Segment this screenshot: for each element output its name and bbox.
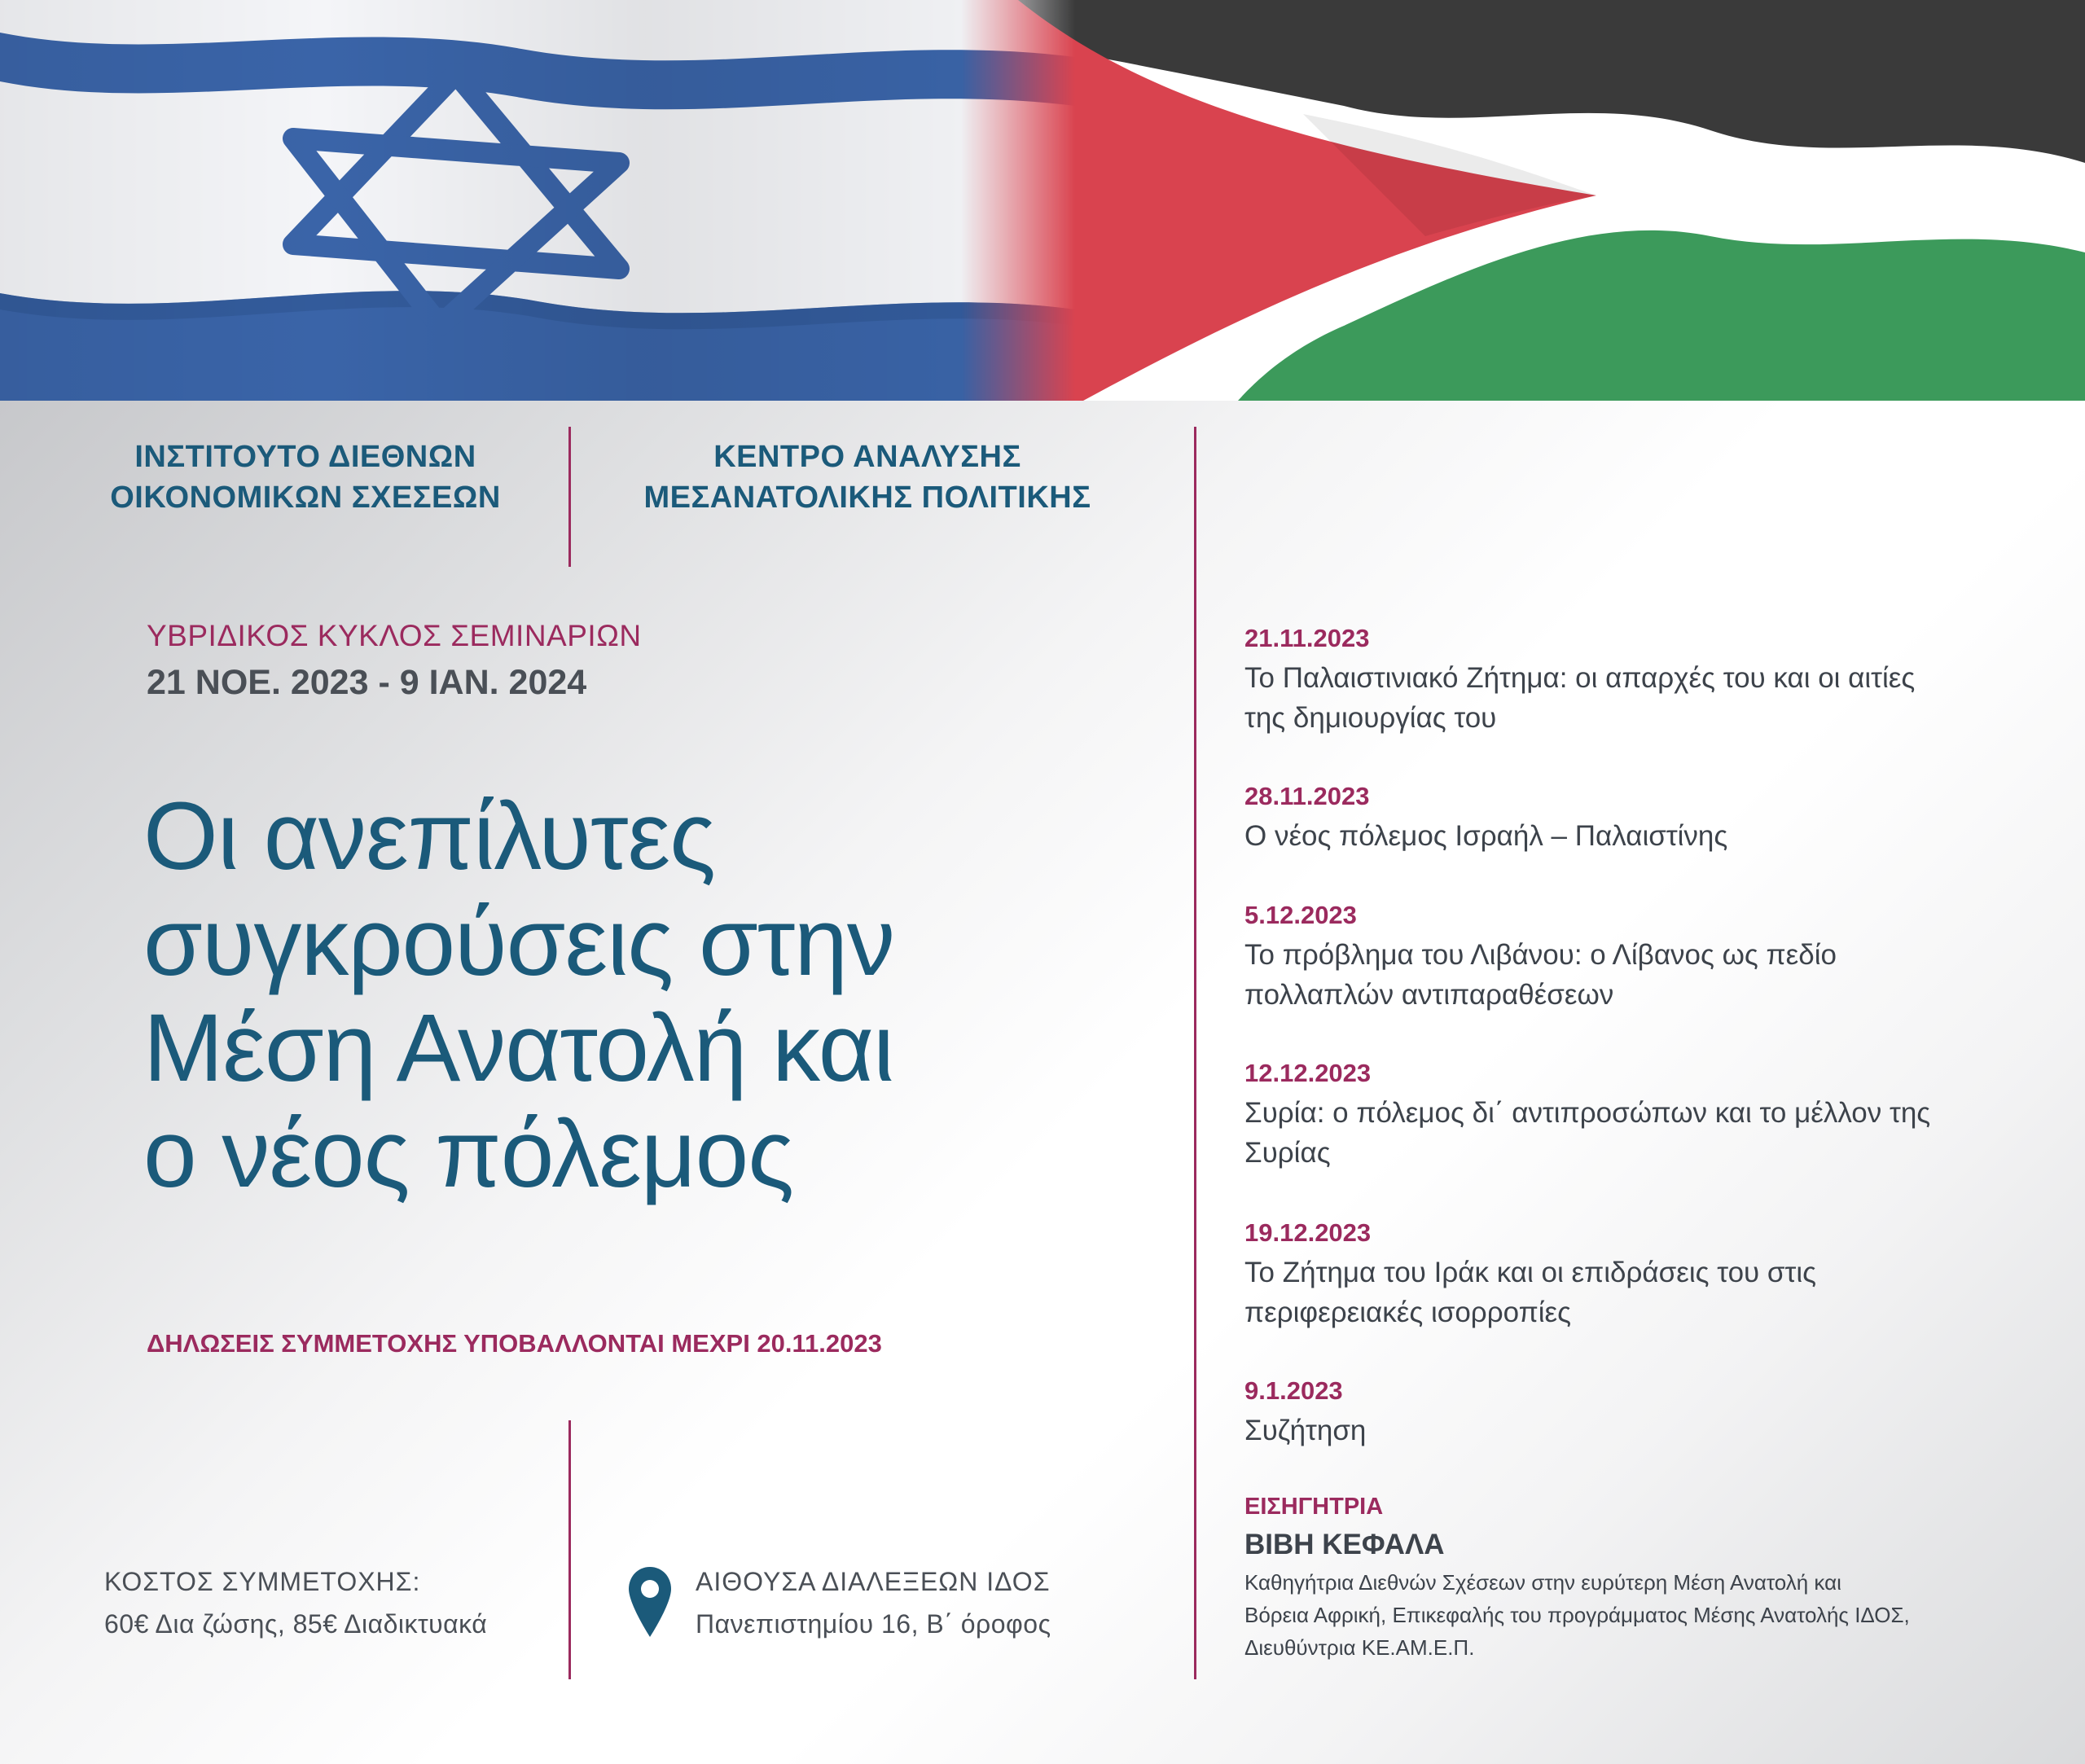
series-dates: 21 ΝΟΕ. 2023 - 9 ΙΑΝ. 2024 — [147, 663, 587, 702]
session-title — [1244, 658, 1977, 738]
session-date: 28.11.2023 — [1244, 782, 1370, 810]
session-date: 12.12.2023 — [1244, 1059, 1372, 1087]
registration-deadline: ΔΗΛΩΣΕΙΣ ΣΥΜΜΕΤΟΧΗΣ ΥΠΟΒΑΛΛΟΝΤΑΙ ΜΕΧΡΙ 20.11.2023 — [147, 1329, 882, 1358]
organizer-keamep — [586, 437, 1148, 518]
session-title-line1: Συρία: ο πόλεμος δι΄ αντιπροσώπων και το μέλλον της — [1244, 1097, 1931, 1129]
session-title — [1244, 1253, 1977, 1332]
session-title-line1: Το πρόβλημα του Λιβάνου: ο Λίβανος ως πεδίο — [1244, 939, 1837, 971]
speaker-bio — [1244, 1566, 2043, 1664]
session-5 — [1244, 1217, 1977, 1332]
session-date: 19.12.2023 — [1244, 1218, 1372, 1247]
session-title-line2: της δημιουργίας του — [1244, 702, 1497, 734]
organizer-idos — [57, 437, 554, 518]
session-title-line1: Ο νέος πόλεμος Ισραήλ – Παλαιστίνης — [1244, 820, 1728, 852]
organizer-idos-line2: ΟΙΚΟΝΟΜΙΚΩΝ ΣΧΕΣΕΩΝ — [110, 480, 501, 515]
session-title — [1244, 816, 1977, 856]
session-title-line2: περιφερειακές ισορροπίες — [1244, 1297, 1571, 1328]
organizer-keamep-line1: ΚΕΝΤΡΟ ΑΝΑΛΥΣΗΣ — [713, 440, 1021, 474]
info-divider — [568, 1420, 571, 1679]
israel-flag — [0, 0, 1075, 401]
session-title-line1: Το Ζήτημα του Ιράκ και οι επιδράσεις του στις — [1244, 1257, 1816, 1288]
session-1 — [1244, 622, 1977, 738]
palestine-flag — [961, 0, 2085, 401]
session-title-line2: πολλαπλών αντιπαραθέσεων — [1244, 979, 1614, 1011]
content-area — [0, 401, 2085, 1764]
speaker-role: ΕΙΣΗΓΗΤΡΙΑ — [1244, 1494, 1384, 1520]
location-pin-icon — [627, 1565, 673, 1639]
organizer-keamep-line2: ΜΕΣΑΝΑΤΟΛΙΚΗΣ ΠΟΛΙΤΙΚΗΣ — [643, 480, 1091, 515]
session-date: 5.12.2023 — [1244, 901, 1357, 929]
israel-palestine-flags-image — [0, 0, 2085, 401]
session-title-line1: Το Παλαιστινιακό Ζήτημα: οι απαρχές του και οι αιτίες — [1244, 662, 1916, 694]
event-title-line3: Μέση Ανατολή και — [143, 994, 894, 1102]
speaker-bio-line3: Διευθύντρια ΚΕ.ΑΜ.Ε.Π. — [1244, 1635, 1475, 1660]
session-title — [1244, 935, 1977, 1015]
flags-banner — [0, 0, 2085, 401]
event-title-line4: ο νέος πόλεμος — [143, 1100, 794, 1208]
cost-label: ΚΟΣΤΟΣ ΣΥΜΜΕΤΟΧΗΣ: — [104, 1567, 421, 1596]
organizer-divider — [568, 427, 571, 567]
session-date: 21.11.2023 — [1244, 624, 1370, 652]
event-title-line2: συγκρούσεις στην — [143, 889, 895, 996]
session-6 — [1244, 1375, 1977, 1450]
program-divider — [1194, 427, 1196, 1679]
session-title-line1: Συζήτηση — [1244, 1415, 1367, 1446]
venue-title: ΑΙΘΟΥΣΑ ΔΙΑΛΕΞΕΩΝ ΙΔΟΣ — [696, 1567, 1051, 1596]
session-2 — [1244, 780, 1977, 856]
session-title — [1244, 1411, 1977, 1450]
session-date: 9.1.2023 — [1244, 1376, 1343, 1405]
session-4 — [1244, 1057, 1977, 1173]
event-title-line1: Οι ανεπίλυτες — [143, 783, 716, 890]
venue-address: Πανεπιστημίου 16, Β΄ όροφος — [696, 1609, 1051, 1639]
series-label: ΥΒΡΙΔΙΚΟΣ ΚΥΚΛΟΣ ΣΕΜΙΝΑΡΙΩΝ — [147, 619, 642, 652]
event-title — [143, 783, 1161, 1207]
session-title — [1244, 1093, 1977, 1173]
speaker-bio-line1: Καθηγήτρια Διεθνών Σχέσεων στην ευρύτερη Μέση Ανατολή και — [1244, 1570, 1841, 1595]
speaker-name: ΒΙΒΗ ΚΕΦΑΛΑ — [1244, 1529, 1445, 1560]
speaker-block — [1244, 1494, 2043, 1664]
session-title-line2: Συρίας — [1244, 1137, 1331, 1169]
session-3 — [1244, 899, 1977, 1015]
cost-value: 60€ Δια ζώσης, 85€ Διαδικτυακά — [104, 1609, 488, 1639]
speaker-bio-line2: Βόρεια Αφρική, Επικεφαλής του προγράμματος Μέσης Ανατολής ΙΔΟΣ, — [1244, 1603, 1910, 1627]
organizer-idos-line1: ΙΝΣΤΙΤΟΥΤΟ ΔΙΕΘΝΩΝ — [134, 440, 476, 474]
